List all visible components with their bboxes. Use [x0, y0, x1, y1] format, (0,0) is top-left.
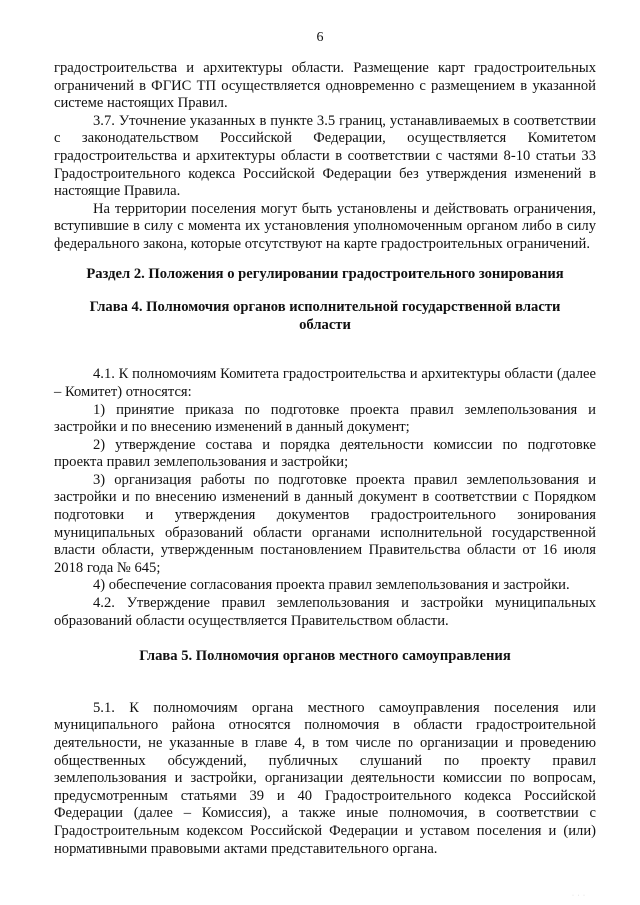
paragraph-5-1: 5.1. К полномочиям органа местного самоуправления поселения или муниципального района относятся полномочия в области градостроительной деятельности, не указанные в главе 4, в том числе по организации и проведению общественных обсуждений, публичных слушаний по проекту правил землепользования и застройки, организации деятельности комиссии по вопросам, предусмотренным статьями 39 и 40 Градостроительного кодекса Российской Федерации (далее – Комиссия), а также иные полномочия, в соответствии с Градостроительным кодексом Российской Федерации и уставом поселения и (или) нормативными правовыми актами представительного органа.	[54, 699, 596, 857]
scan-mark: · · ·	[572, 893, 586, 899]
paragraph-4-1: 4.1. К полномочиям Комитета градостроительства и архитектуры области (далее – Комитет) относятся:	[54, 366, 596, 400]
list-item-4-1-1: 1) принятие приказа по подготовке проекта правил землепользования и застройки и по внесению изменений в данный документ;	[54, 401, 596, 436]
page-number: 6	[316, 30, 324, 45]
paragraph-territory-restrictions: На территории поселения могут быть установлены и действовать ограничения, вступившие в силу с момента их установления уполномоченным органом либо в силу федерального закона, которые отсутствуют на карте градостроительных ограничений.	[54, 200, 596, 252]
paragraph-3-7: 3.7. Уточнение указанных в пункте 3.5 границ, устанавливаемых в соответствии с законодательством Российской Федерации, осуществляется Комитетом градостроительства и архитектуры области в соответствии с частями 8-10 статьи 33 Градостроительного кодекса Российской Федерации без утверждения изменений в настоящие Правила.	[54, 112, 596, 200]
paragraph-continuation: градостроительства и архитектуры области. Размещение карт градостроительных ограничений в ФГИС ТП осуществляется одновременно с размещением в указанной системе настоящих Правил.	[54, 60, 596, 112]
chapter-4-heading: Глава 4. Полномочия органов исполнительной государственной власти области	[89, 299, 561, 333]
section-2-heading: Раздел 2. Положения о регулировании градостроительного зонирования	[86, 265, 564, 282]
list-item-4-1-4: 4) обеспечение согласования проекта правил землепользования и застройки.	[93, 577, 570, 594]
document-body	[54, 60, 596, 858]
chapter-5-heading: Глава 5. Полномочия органов местного самоуправления	[139, 648, 511, 665]
list-item-4-1-3: 3) организация работы по подготовке проекта правил землепользования и застройки и по внесению изменений в данный документ в соответствии с Порядком подготовки и утверждения документов градостроительного зонирования муниципальных образований области органами исполнительной государственной власти области, утвержденным постановлением Правительства области от 16 июля 2018 года № 645;	[54, 471, 596, 576]
list-item-4-1-2: 2) утверждение состава и порядка деятельности комиссии по подготовке проекта правил землепользования и застройки;	[54, 436, 596, 471]
paragraph-4-2: 4.2. Утверждение правил землепользования и застройки муниципальных образований области осуществляется Правительством области.	[54, 595, 596, 629]
